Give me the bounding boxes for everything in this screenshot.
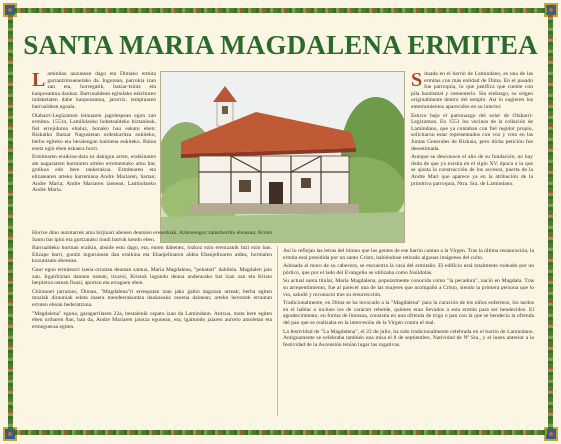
- paragraph: La festividad de "La Magdalena", el 22 de julio, ha sido tradicionalmente celebrada en el barrio de Lamindano. Antiguamente se celebraba también una misa el 8 de septiembre, Natividad de Nª Sra., y el lunes anterior a la festividad de la Ascensión tenían lugar las rogativas.: [283, 328, 534, 348]
- paragraph: Estuvo bajo el patronazgo del solar de Olabarri-Legizamon. En 1551 los vecinos de la collación de Lamindano, que ya contaban con fiel regidor propio, solicitaron estar representados con voz y voto en las Juntas Generales de Bizkaia, pero dicha petición fue desestimada.: [411, 112, 533, 152]
- paragraph: Tradicionalmente, en Dima se ha invocado a la "Magdalena" para la curación de los niños enfermos, los tardos en el hablar o incluso los de carácter rebelde, quienes eran llevados a esta ermita para ser bendecidos. El agradecimiento, en forma de limosna, consistía en una ofrenda de trigo o pan con la que se bendecía la ofrenda del pan que se realizaba en la intercesión de la Virgen contra el mal.: [283, 300, 534, 326]
- hermitage-illustration: [160, 71, 405, 243]
- paragraph: Chiraunei jarrainez, Diman, "Magdalena"ri errespatan izan jako gabio dagozan urteak; berba egiten mozlak dirauniak edota inaera mendeerakuntza daukaeaka osoena dainean; artekn herotzek errautan erruten eboan bederatzuna.: [32, 288, 272, 308]
- paragraph: "Magdalena" eguna, garagarrilaren 22a, bestalenik ospatu izan da Lamindaon. Antxua, mata bere egiten eben uribaren 8an, hau da, Andre Mariaren jaiotza egunean, eta, lgaitundo jaiaren aurrelo amoletan eta ermegueraa egiten.: [32, 310, 272, 330]
- ivy-border-bottom: [14, 430, 547, 435]
- paragraph: Adosada al muro de su cabecera, se encuentra la casa del ermitaño. El edificio está totalmente rodeado por un pórtico, que por el lado del Evangelio se utilizaba como fosildolas.: [283, 263, 534, 276]
- column-divider: [277, 246, 278, 416]
- paragraph: Lamindao auzunean dago eta Dimako ermita garrantzitsuenetako da. Ingurean, parrokia izan zan eta, horregatik, batzar-tsintz eta kanposantua daukaz. Barruualdean egindako eskrituren indaketaten dabe kanposantua, jatorriz, templuaren barrualdean egoala.: [32, 71, 156, 110]
- paragraph: Su actual santa titular, María Magdalena, popularmente conocida como "la pecadora", nació en Magdala. Tras su arrepentimiento, fue al parecer una de las mujeres que acompañó a Cristo, siendo la primera persona que lo vio, saludó y reconoció tras su resurrección.: [283, 278, 534, 298]
- left-column-basque: [32, 71, 156, 227]
- paragraph: Horixe dino auzotarrek ama birjinari abenen deutsien ereserkiak. Azkenengoz zaharberritu ebenean, Kristo Santu bat ipini eta gurtzarako inudi barruk kendu eben.: [32, 230, 272, 243]
- paragraph: Gaur egun ermitearri izena ornotan deutsan santua, Maria Magdalena, "pekatari" dabilela. Magdalen jaio zan. Irgairbizian dannen ostean, itxaroi, Kristok lagundu deuna anderarako bat izan zan eta Kristo herpietxa ostean fisazi, aportzn eta erraguen eben.: [32, 266, 272, 287]
- drop-cap: L: [32, 71, 46, 91]
- paragraph: Olabarri-Legizamon leinuaren jagolespean egon zan ermitea. 1551n, Lamiñdaoko hobetsaldeko biztanleak, fiel errejidorea ebaluz, honako hau eskatu eben: Bizkaiko Batzar Nagusietan ordezkaritza eukiteko, berba egiteko eta beraiengan baimena eukiteko. Baina ezetz egin eben eskaera horri.: [32, 112, 156, 152]
- ivy-border-right: [548, 14, 553, 430]
- page-title: SANTA MARIA MAGDALENA ERMITEA: [23, 30, 538, 60]
- right-column-spanish: [411, 71, 533, 241]
- bottom-left-column-basque: [32, 230, 272, 410]
- paragraph: Situada en el barrio de Lamindano, es una de las ermitas con más entidad de Dima. En el pasado fue parroquia, lo que justifica que cuente con pila bautismal y cementerio. Sin embargo, su origen originalmente dentro del templo. Así lo sugieren los enterramientos aparecidos en su interior.: [411, 71, 533, 110]
- ivy-border-left: [8, 14, 13, 430]
- chapel-watercolor-image: [161, 72, 404, 242]
- paragraph: Aunque se desconoce el año de su fundación, no hay duda de que ya existía en el siglo XV, época a la que se ajusta la construcción de los accesos, puerta de la Andre Mari que aparece ya en la atribución de la primitiva parroquia, Ntra. Sra. de Lamindano.: [411, 154, 533, 187]
- paragraph: Barrualdeko horman eraikin, abside estu dago, eta, euren dabenez, lozkoz ezin erenizanik bizi ezin bao. Elizape barri, gunitz ingurunean dau eraikina eta Ebanjelioaren aldea Ebanjelioaren aldea, hormalen kuzuntzatu ebenean.: [32, 245, 272, 265]
- paragraph: Así lo reflejan las letras del himno que las gentes de ese barrio cantan a la Virgen. Tras la última restauración, la ermita está presidida por un santo Cristo, habiéndose retirado algunas imágenes del culto.: [283, 248, 534, 261]
- drop-cap: S: [411, 71, 423, 91]
- paragraph: Ermitearen eraikina-data ez dakigun arren, eraikinaren ate nagusiaren hormaren arteko errementako arku bat; gotikoa edo bere tankerakoa. Ermitearen eta elizatearen arteko harremana Andre Mariaren, hartan; Andre Maria; Andre Mariaren izenean, Lamindaoko Andre Maria.: [32, 154, 156, 194]
- bottom-right-column-spanish: [283, 248, 534, 418]
- ivy-border-top: [14, 8, 547, 13]
